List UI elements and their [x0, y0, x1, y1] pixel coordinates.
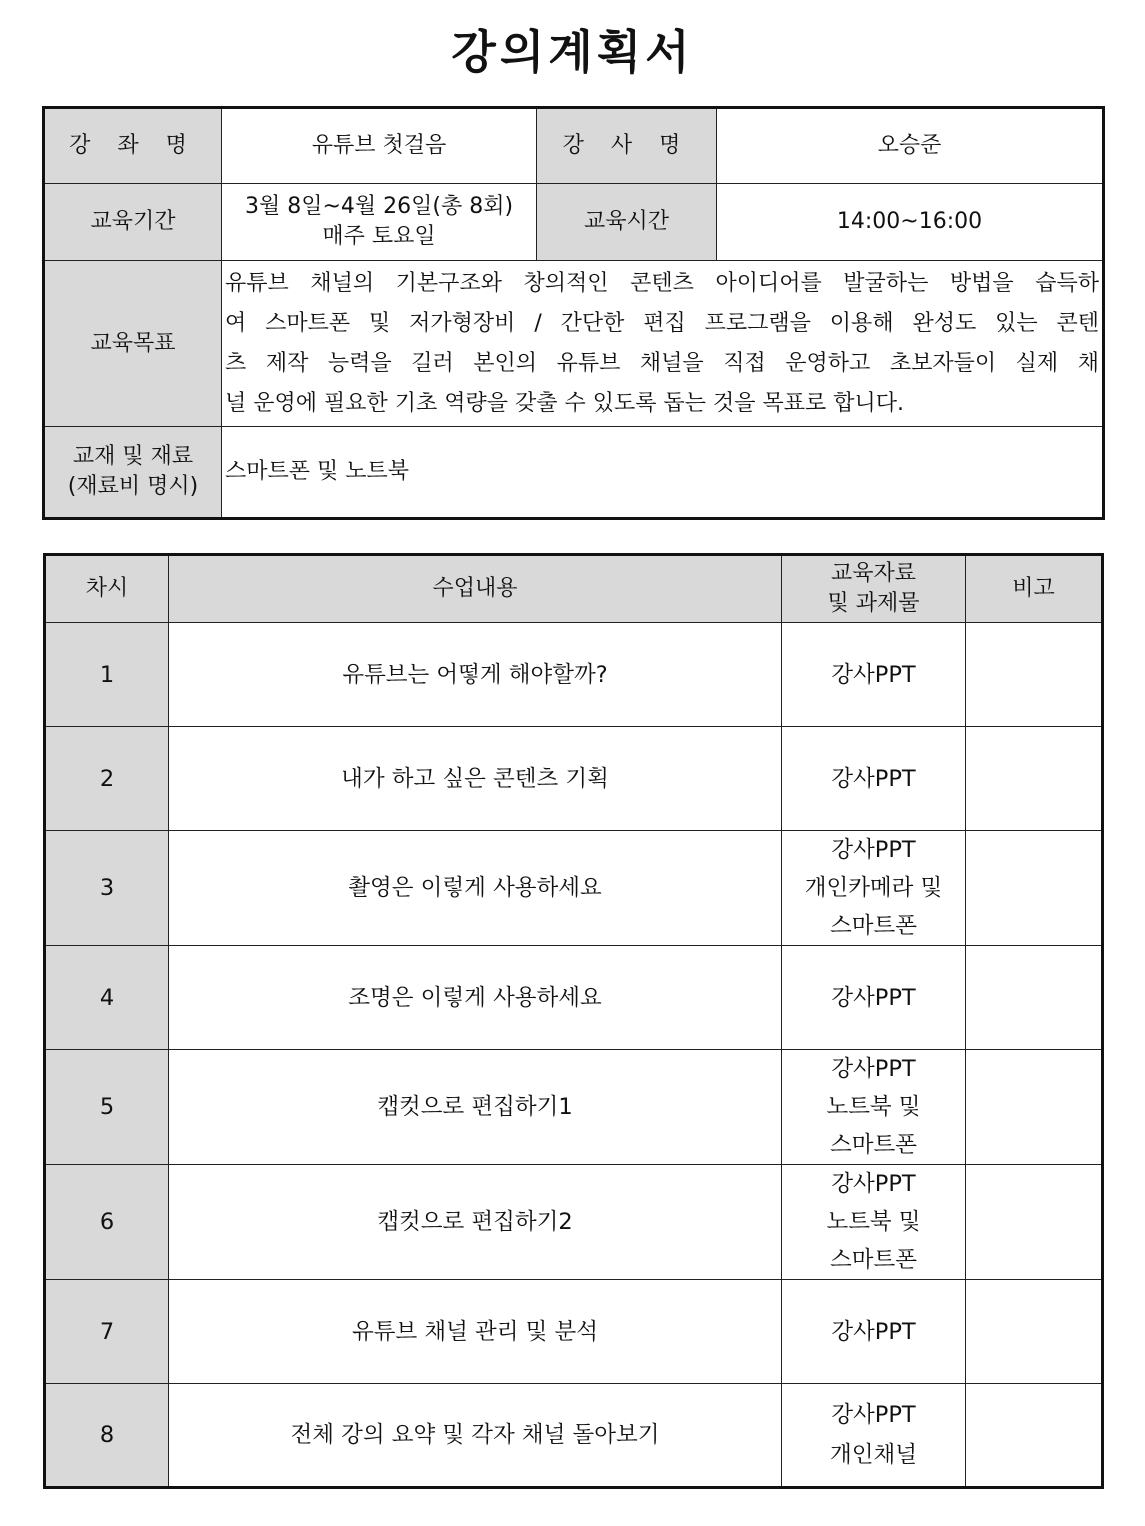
note-header: 비고: [966, 555, 1103, 623]
course-value: 유튜브 첫걸음: [222, 108, 537, 184]
table-row: [45, 1050, 1103, 1165]
material-item: 스마트폰: [830, 1132, 917, 1158]
period-row: [44, 184, 1104, 261]
course-row: [44, 108, 1104, 184]
table-row: [45, 623, 1103, 727]
time-label: 교육시간: [537, 184, 717, 261]
session-number: 7: [45, 1280, 169, 1384]
table-row: [45, 1384, 1103, 1488]
page-title: 강의계획서: [451, 25, 694, 79]
material-item: 강사PPT: [831, 984, 916, 1011]
materials-header: [782, 555, 966, 623]
period-value: [222, 184, 537, 261]
goal-line: 널 운영에 필요한 기초 역량을 갖출 수 있도록 돕는 것을 목표로 합니다.: [225, 390, 904, 416]
goal-row: [44, 261, 1104, 427]
materials-header-line: 및 과제물: [827, 591, 920, 616]
session-materials: [782, 946, 966, 1050]
session-materials: [782, 623, 966, 727]
table-row: [45, 727, 1103, 831]
table-row: [45, 1165, 1103, 1280]
course-label: 강 좌 명: [44, 108, 222, 184]
material-item: 노트북 및: [826, 1094, 921, 1120]
session-number: 4: [45, 946, 169, 1050]
session-number: 1: [45, 623, 169, 727]
instructor-value: 오승준: [717, 108, 1104, 184]
materials-label-line: (재료비 명시): [67, 474, 199, 499]
session-content: 캡컷으로 편집하기2: [169, 1165, 782, 1280]
material-item: 강사PPT: [831, 765, 916, 792]
schedule-header-row: [45, 555, 1103, 623]
material-item: 스마트폰: [830, 1247, 917, 1273]
course-info-table: [42, 106, 1105, 520]
session-number: 6: [45, 1165, 169, 1280]
goal-line: 츠 제작 능력을 길러 본인의 유튜브 채널을 직접 운영하고 초보자들이 실제 채: [225, 350, 1099, 376]
goal-text: [222, 261, 1104, 427]
session-number: 3: [45, 831, 169, 946]
session-materials: [782, 1280, 966, 1384]
material-item: 강사PPT: [831, 837, 916, 863]
material-item: 스마트폰: [830, 913, 917, 939]
session-materials: [782, 727, 966, 831]
content-header: 수업내용: [169, 555, 782, 623]
session-content: 캡컷으로 편집하기1: [169, 1050, 782, 1165]
session-content: 촬영은 이렇게 사용하세요: [169, 831, 782, 946]
session-number: 5: [45, 1050, 169, 1165]
materials-value: 스마트폰 및 노트북: [222, 427, 1104, 519]
session-content: 유튜브는 어떻게 해야할까?: [169, 623, 782, 727]
period-label: 교육기간: [44, 184, 222, 261]
material-item: 강사PPT: [831, 1402, 916, 1428]
goal-line: 유튜브 채널의 기본구조와 창의적인 콘텐츠 아이디어를 발굴하는 방법을 습득하: [225, 270, 1099, 296]
time-value: 14:00~16:00: [717, 184, 1104, 261]
session-content: 조명은 이렇게 사용하세요: [169, 946, 782, 1050]
goal-line: 여 스마트폰 및 저가형장비 / 간단한 편집 프로그램을 이용해 완성도 있는 콘텐: [225, 310, 1099, 336]
session-content: 내가 하고 싶은 콘텐츠 기획: [169, 727, 782, 831]
material-item: 개인채널: [830, 1442, 917, 1468]
material-item: 강사PPT: [831, 1318, 916, 1345]
material-item: 개인카메라 및: [804, 875, 943, 901]
schedule-table: [43, 553, 1104, 1489]
table-row: [45, 831, 1103, 946]
table-row: [45, 1280, 1103, 1384]
period-weekday: 매주 토요일: [322, 224, 436, 249]
table-row: [45, 946, 1103, 1050]
session-number: 8: [45, 1384, 169, 1488]
session-note: [966, 946, 1103, 1050]
session-materials: [782, 1165, 966, 1280]
material-item: 강사PPT: [831, 1171, 916, 1197]
material-item: 강사PPT: [831, 661, 916, 688]
session-content: 유튜브 채널 관리 및 분석: [169, 1280, 782, 1384]
material-item: 강사PPT: [831, 1056, 916, 1082]
material-item: 노트북 및: [826, 1209, 921, 1235]
session-materials: [782, 1050, 966, 1165]
session-note: [966, 831, 1103, 946]
materials-label: [44, 427, 222, 519]
materials-label-line: 교재 및 재료: [72, 444, 194, 469]
session-number: 2: [45, 727, 169, 831]
session-note: [966, 1165, 1103, 1280]
session-note: [966, 727, 1103, 831]
materials-header-line: 교육자료: [830, 561, 916, 586]
session-materials: [782, 831, 966, 946]
session-content: 전체 강의 요약 및 각자 채널 돌아보기: [169, 1384, 782, 1488]
session-materials: [782, 1384, 966, 1488]
session-note: [966, 1384, 1103, 1488]
session-header: 차시: [45, 555, 169, 623]
session-note: [966, 623, 1103, 727]
session-note: [966, 1050, 1103, 1165]
instructor-label: 강 사 명: [537, 108, 717, 184]
goal-label: 교육목표: [44, 261, 222, 427]
period-dates: 3월 8일~4월 26일(총 8회): [244, 194, 514, 219]
materials-row: [44, 427, 1104, 519]
session-note: [966, 1280, 1103, 1384]
